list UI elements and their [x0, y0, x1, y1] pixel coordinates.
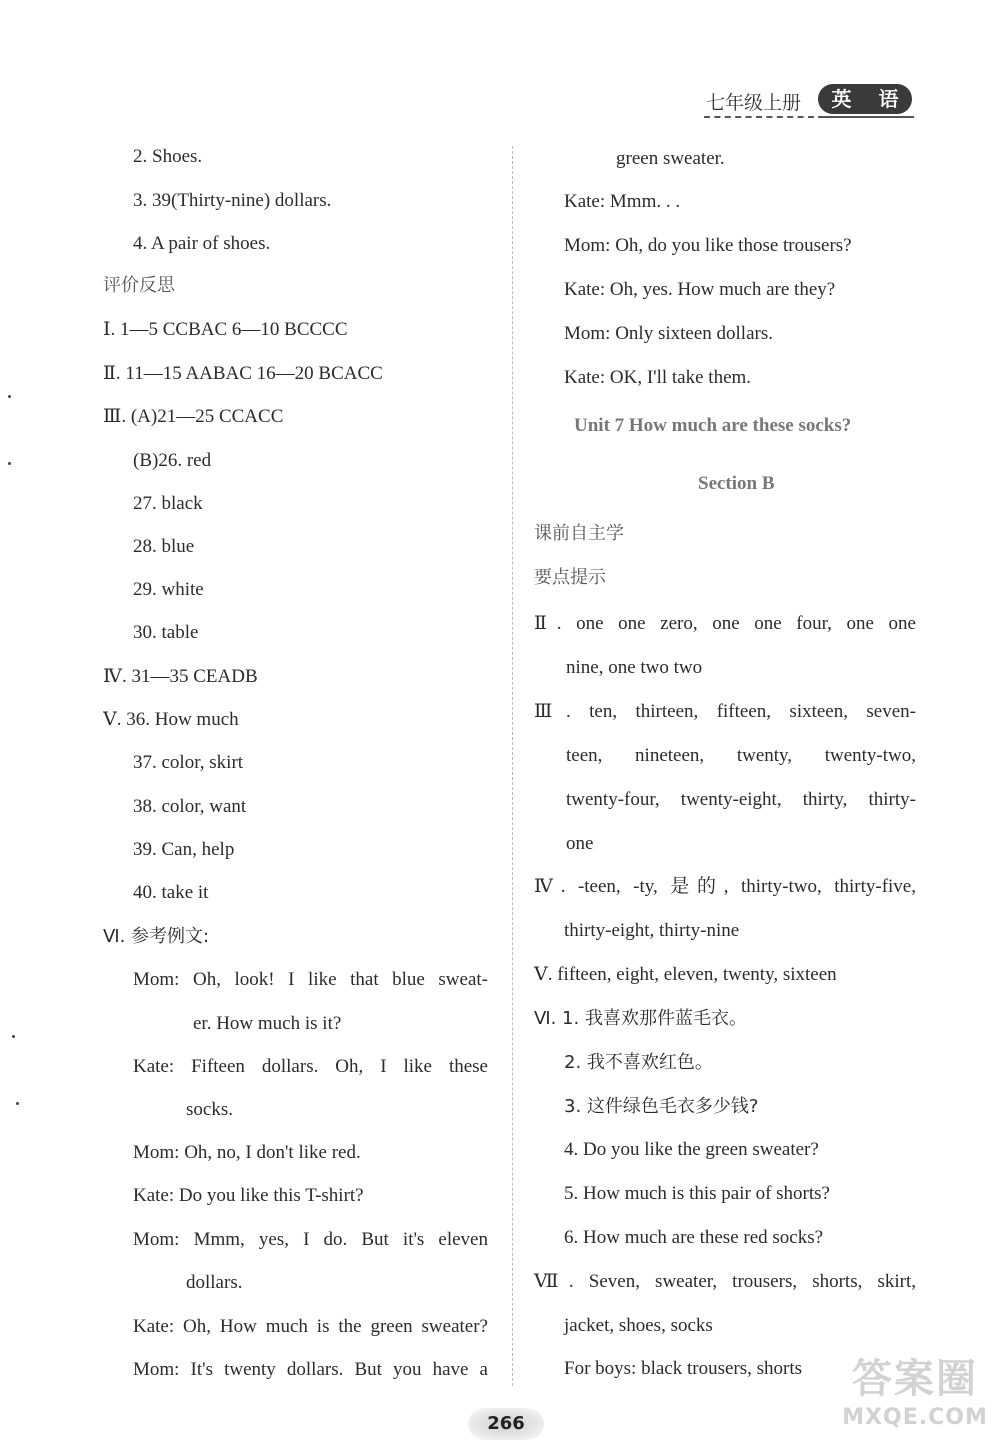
dialogue-line: Mom: Only sixteen dollars.	[564, 323, 773, 344]
page-number: 266	[468, 1408, 544, 1440]
answer-line: 30. table	[133, 622, 199, 643]
header-rule-dashed	[704, 116, 814, 118]
dialogue-line: green sweater.	[616, 148, 725, 169]
section-label: 要点提示	[534, 567, 606, 588]
watermark-top: 答案圈	[852, 1356, 978, 1402]
answer-line: teen, nineteen, twenty, twenty-two,	[566, 745, 916, 766]
dialogue-line: dollars.	[186, 1272, 243, 1293]
margin-dot	[8, 462, 11, 465]
answer-line: one	[566, 833, 594, 854]
dialogue-line: Kate: Fifteen dollars. Oh, I like these	[133, 1056, 488, 1077]
answer-line: 4. A pair of shoes.	[133, 233, 271, 254]
subject-badge: 英 语	[818, 84, 912, 114]
section-label: 课前自主学	[534, 523, 624, 544]
answer-line: Ⅶ. Seven, sweater, trousers, shorts, skirt,	[534, 1271, 916, 1292]
answer-line: Ⅴ. fifteen, eight, eleven, twenty, sixteen	[534, 964, 837, 985]
answer-line: Ⅱ. 11—15 AABAC 16—20 BCACC	[103, 363, 383, 384]
margin-dot	[12, 1035, 15, 1038]
dialogue-line: Kate: OK, I'll take them.	[564, 367, 752, 388]
answer-line: Ⅱ. one one zero, one one four, one one	[534, 613, 916, 634]
dialogue-line: socks.	[186, 1099, 233, 1120]
answer-line: 37. color, skirt	[133, 752, 244, 773]
answer-line: Ⅳ. 31—35 CEADB	[103, 666, 258, 687]
header-rule-solid	[818, 116, 914, 118]
answer-line: jacket, shoes, socks	[564, 1315, 713, 1336]
answer-line: Ⅳ. -teen, -ty, 是的, thirty-two, thirty-five,	[534, 876, 916, 897]
answer-line: 4. Do you like the green sweater?	[564, 1139, 819, 1160]
running-header	[700, 82, 915, 120]
answer-line: For boys: black trousers, shorts	[564, 1358, 803, 1379]
dialogue-line: Kate: Oh, yes. How much are they?	[564, 279, 836, 300]
dialogue-line: er. How much is it?	[193, 1013, 342, 1034]
watermark-logo	[830, 1355, 1000, 1451]
dialogue-line: Mom: Oh, look! I like that blue sweat-	[133, 969, 488, 990]
answer-line: 5. How much is this pair of shorts?	[564, 1183, 830, 1204]
dialogue-line: Kate: Mmm. . .	[564, 191, 681, 212]
answer-line: thirty-eight, thirty-nine	[564, 920, 740, 941]
answer-line: Ⅴ. 36. How much	[103, 709, 239, 730]
column-divider	[512, 146, 513, 1386]
answer-line: 3. 39(Thirty-nine) dollars.	[133, 190, 332, 211]
answer-line: Ⅵ. 1. 我喜欢那件蓝毛衣。	[534, 1008, 747, 1029]
answer-line: 28. blue	[133, 536, 195, 557]
dialogue-line: Kate: Do you like this T-shirt?	[133, 1185, 364, 1206]
section-label: 评价反思	[103, 275, 175, 296]
answer-line: 2. 我不喜欢红色。	[564, 1052, 713, 1073]
grade-label: 七年级上册	[706, 92, 802, 114]
dialogue-line: Kate: Oh, How much is the green sweater?	[133, 1316, 488, 1337]
dialogue-line: Mom: Oh, no, I don't like red.	[133, 1142, 361, 1163]
answer-line: twenty-four, twenty-eight, thirty, thirty-	[566, 789, 916, 810]
answer-line: (B)26. red	[133, 450, 212, 471]
answer-line: 38. color, want	[133, 796, 247, 817]
margin-dot	[16, 1102, 19, 1105]
answer-line: Ⅲ. (A)21—25 CCACC	[103, 406, 284, 427]
watermark-bottom: MXQE.COM	[842, 1405, 988, 1430]
answer-line: Ⅲ. ten, thirteen, fifteen, sixteen, seven-	[534, 701, 916, 722]
section-title: Section B	[698, 473, 775, 494]
dialogue-line: Mom: It's twenty dollars. But you have a	[133, 1359, 488, 1380]
unit-title: Unit 7 How much are these socks?	[574, 415, 852, 436]
answer-line: Ⅰ. 1—5 CCBAC 6—10 BCCCC	[103, 319, 348, 340]
answer-line: Ⅵ. 参考例文:	[103, 926, 210, 947]
answer-line: 29. white	[133, 579, 204, 600]
answer-line: 27. black	[133, 493, 203, 514]
answer-line: 3. 这件绿色毛衣多少钱?	[564, 1096, 759, 1117]
answer-line: 40. take it	[133, 882, 209, 903]
answer-line: 6. How much are these red socks?	[564, 1227, 824, 1248]
dialogue-line: Mom: Oh, do you like those trousers?	[564, 235, 852, 256]
answer-line: 39. Can, help	[133, 839, 235, 860]
answer-line: 2. Shoes.	[133, 146, 203, 167]
answer-line: nine, one two two	[566, 657, 703, 678]
margin-dot	[8, 395, 11, 398]
dialogue-line: Mom: Mmm, yes, I do. But it's eleven	[133, 1229, 488, 1250]
